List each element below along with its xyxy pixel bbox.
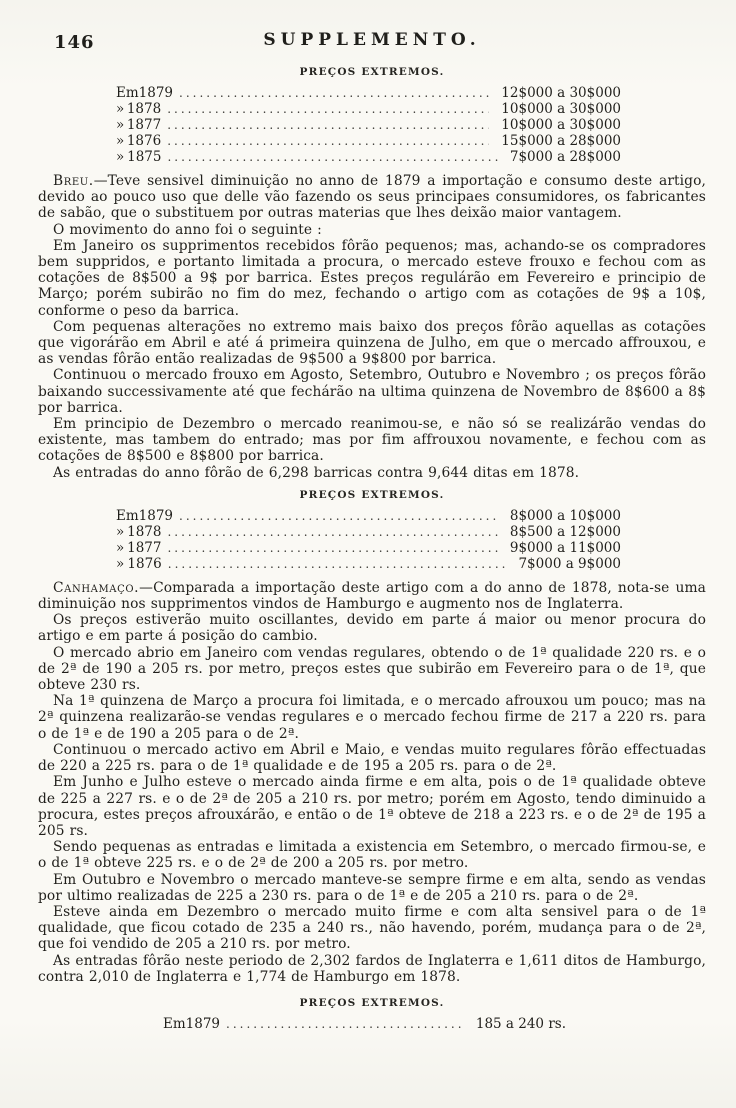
dot-leader (226, 1016, 464, 1032)
dot-leader (167, 117, 489, 133)
year-prefix: » (116, 523, 125, 540)
paragraph: Continuou o mercado activo em Abril e Maio, e vendas muito regulares fôrão effectuadas de 220 a 225 rs. para o de 1ª qualidade e de 195 a 205 rs. para o de 2ª. (38, 741, 706, 775)
price-range: 9$000 a 11$000 (509, 539, 621, 556)
price-range: 8$000 a 10$000 (509, 507, 621, 524)
year-prefix: » (116, 117, 125, 133)
year-label: 1876 (126, 133, 162, 149)
dot-leader (167, 101, 489, 117)
price-row (116, 556, 621, 572)
page-title: SUPPLEMENTO. (263, 30, 481, 50)
price-row (116, 508, 621, 524)
paragraph: Em Janeiro os supprimentos recebidos fôrão pequenos; mas, achando-se os compradores bem suppridos, e portanto limitada a procura, o mercado esteve frouxo e fechou com as cotações de 8$500 a 9$ por barrica. Estes preços regulárão em Fevereiro e principio de Março; porém subirão no fim do mez, fechando o artigo com as cotações de 9$ a 10$, conforme o peso da barrica. (38, 237, 706, 319)
year-prefix: Em (116, 85, 139, 101)
paragraph: Em Outubro e Novembro o mercado manteve-se sempre firme e em alta, sendo as vendas por ultimo realizadas de 225 a 230 rs. para o de 1ª e de 205 a 210 rs. para o de 2ª. (38, 871, 706, 904)
dot-leader (179, 508, 498, 524)
price-range: 8$500 a 12$000 (509, 523, 621, 540)
year-label: 1875 (127, 149, 162, 165)
section-heading-precos-2: PREÇOS EXTREMOS. (299, 488, 445, 501)
paragraph-text: —Teve sensivel diminuição no anno de 1879 a importação e consumo deste artigo, devido ao pouco uso que delle vão fazendo os seus principaes consumidores, os fabricantes de sabão, que o substituem por outras materias que lhes deixão maior vantagem. (38, 173, 706, 222)
price-table-1 (116, 85, 621, 165)
section-heading-precos-3: PREÇOS EXTREMOS. (299, 996, 445, 1009)
year-label: 1877 (126, 117, 162, 133)
paragraph: O mercado abrio em Janeiro com vendas regulares, obtendo o de 1ª qualidade 220 rs. e o de 2ª de 190 a 205 rs. por metro, preços estes que subirão em Fevereiro para o de 1ª, que obteve 230 rs. (38, 644, 706, 694)
dot-leader (167, 524, 497, 540)
year-label: 1878 (126, 101, 162, 117)
term-canhamaco: Canhamaço. (53, 579, 140, 596)
price-table-2 (116, 508, 621, 572)
price-range: 185 a 240 rs. (475, 1015, 566, 1032)
price-row (116, 85, 621, 101)
price-range: 7$000 a 28$000 (509, 149, 621, 165)
paragraph: Sendo pequenas as entradas e limitada a existencia em Setembro, o mercado firmou-se, e o de 1ª obteve 225 rs. e o de 2ª de 200 a 205 rs. por metro. (38, 839, 706, 872)
year-prefix: » (116, 133, 125, 149)
section-canhamaco (38, 580, 706, 985)
paragraph: Em principio de Dezembro o mercado reanimou-se, e não só se realizárão vendas do existente, mas tambem do entrado; mas por fim affrouxou novamente, e fechou com as cotações de 8$500 e 8$800 por barrica. (38, 416, 706, 465)
price-row (116, 149, 621, 165)
paragraph: As entradas do anno fôrão de 6,298 barricas contra 9,644 ditas em 1878. (53, 464, 580, 481)
price-row (116, 540, 621, 556)
year-label: 1877 (127, 539, 162, 556)
dot-leader (168, 556, 507, 572)
dot-leader (167, 149, 497, 165)
page-header (38, 30, 706, 56)
year-label: 1876 (127, 555, 162, 572)
paragraph-text: —Comparada a importação deste artigo com a do anno de 1878, nota-se uma diminuição nos supprimentos vindos de Hamburgo e augmento nos de Inglaterra. (38, 579, 706, 613)
section-breu (38, 173, 706, 481)
paragraph: Em Junho e Julho esteve o mercado ainda firme e em alta, pois o de 1ª qualidade obteve de 225 a 227 rs. e o de 2ª de 205 a 210 rs. por metro; porém em Agosto, tendo diminuido a procura, estes preços afrouxárão, e então o de 1ª obteve de 218 a 223 rs. e o de 2ª de 195 a 205 rs. (38, 774, 706, 839)
paragraph: Esteve ainda em Dezembro o mercado muito firme e com alta sensivel para o de 1ª qualidade, que ficou cotado de 235 a 240 rs., não havendo, porém, mudança para o de 2ª, que foi vendido de 205 a 210 rs. por metro. (38, 903, 706, 953)
term-breu: Breu. (53, 173, 94, 189)
paragraph: Com pequenas alterações no extremo mais baixo dos preços fôrão aquellas as cotações que vigorárão em Abril e até á primeira quinzena de Julho, em que o mercado affrouxou, e as vendas fôrão então realizadas de 9$500 a 9$800 por barrica. (38, 318, 706, 368)
dot-leader (179, 85, 489, 101)
year-prefix: » (116, 101, 125, 117)
price-table-3 (163, 1016, 566, 1032)
spacer (38, 985, 706, 989)
paragraph: Continuou o mercado frouxo em Agosto, Setembro, Outubro e Novembro ; os preços fôrão baixando successivamente até que fechárão na ultima quinzena de Novembro de 8$600 a 8$ por barrica. (38, 367, 706, 416)
year-prefix: Em (163, 1015, 186, 1032)
paragraph: Os preços estiverão muito oscillantes, devido em parte á maior ou menor procura do artigo e em parte á posição do cambio. (38, 612, 706, 645)
dot-leader (167, 133, 489, 149)
paragraph: O movimento do anno foi o seguinte : (53, 221, 322, 238)
paragraph: As entradas fôrão neste periodo de 2,302 fardos de Inglaterra e 1,611 ditos de Hamburgo, contra 2,010 de Inglaterra e 1,774 de Hamburgo em 1878. (38, 952, 706, 985)
year-label: 1878 (127, 523, 162, 540)
year-prefix: » (116, 539, 125, 556)
price-range: 10$000 a 30$000 (501, 117, 621, 133)
year-prefix: » (116, 149, 125, 165)
year-prefix: » (116, 555, 125, 572)
year-label: 1879 (138, 85, 174, 101)
section-heading-precos-1: PREÇOS EXTREMOS. (299, 66, 445, 78)
price-range: 7$000 a 9$000 (518, 555, 621, 572)
price-range: 10$000 a 30$000 (501, 101, 621, 117)
page-number: 146 (54, 32, 95, 53)
price-row (163, 1016, 566, 1032)
paragraph: Na 1ª quinzena de Março a procura foi limitada, e o mercado afrouxou um pouco; mas na 2ª quinzena realizarão-se vendas regulares e o mercado fechou firme de 217 a 220 rs. para o de 1ª e de 190 a 205 para o de 2ª. (38, 693, 706, 742)
price-row (116, 117, 621, 133)
year-label: 1879 (185, 1015, 221, 1032)
price-range: 12$000 a 30$000 (501, 85, 621, 101)
year-prefix: Em (116, 507, 139, 524)
year-label: 1879 (138, 507, 174, 524)
price-row (116, 101, 621, 117)
paragraph-canhamaco-lead (38, 580, 706, 612)
paragraph-breu-lead (38, 173, 706, 222)
price-range: 15$000 a 28$000 (501, 133, 621, 149)
price-row (116, 133, 621, 149)
dot-leader (167, 540, 497, 556)
price-row (116, 524, 621, 540)
